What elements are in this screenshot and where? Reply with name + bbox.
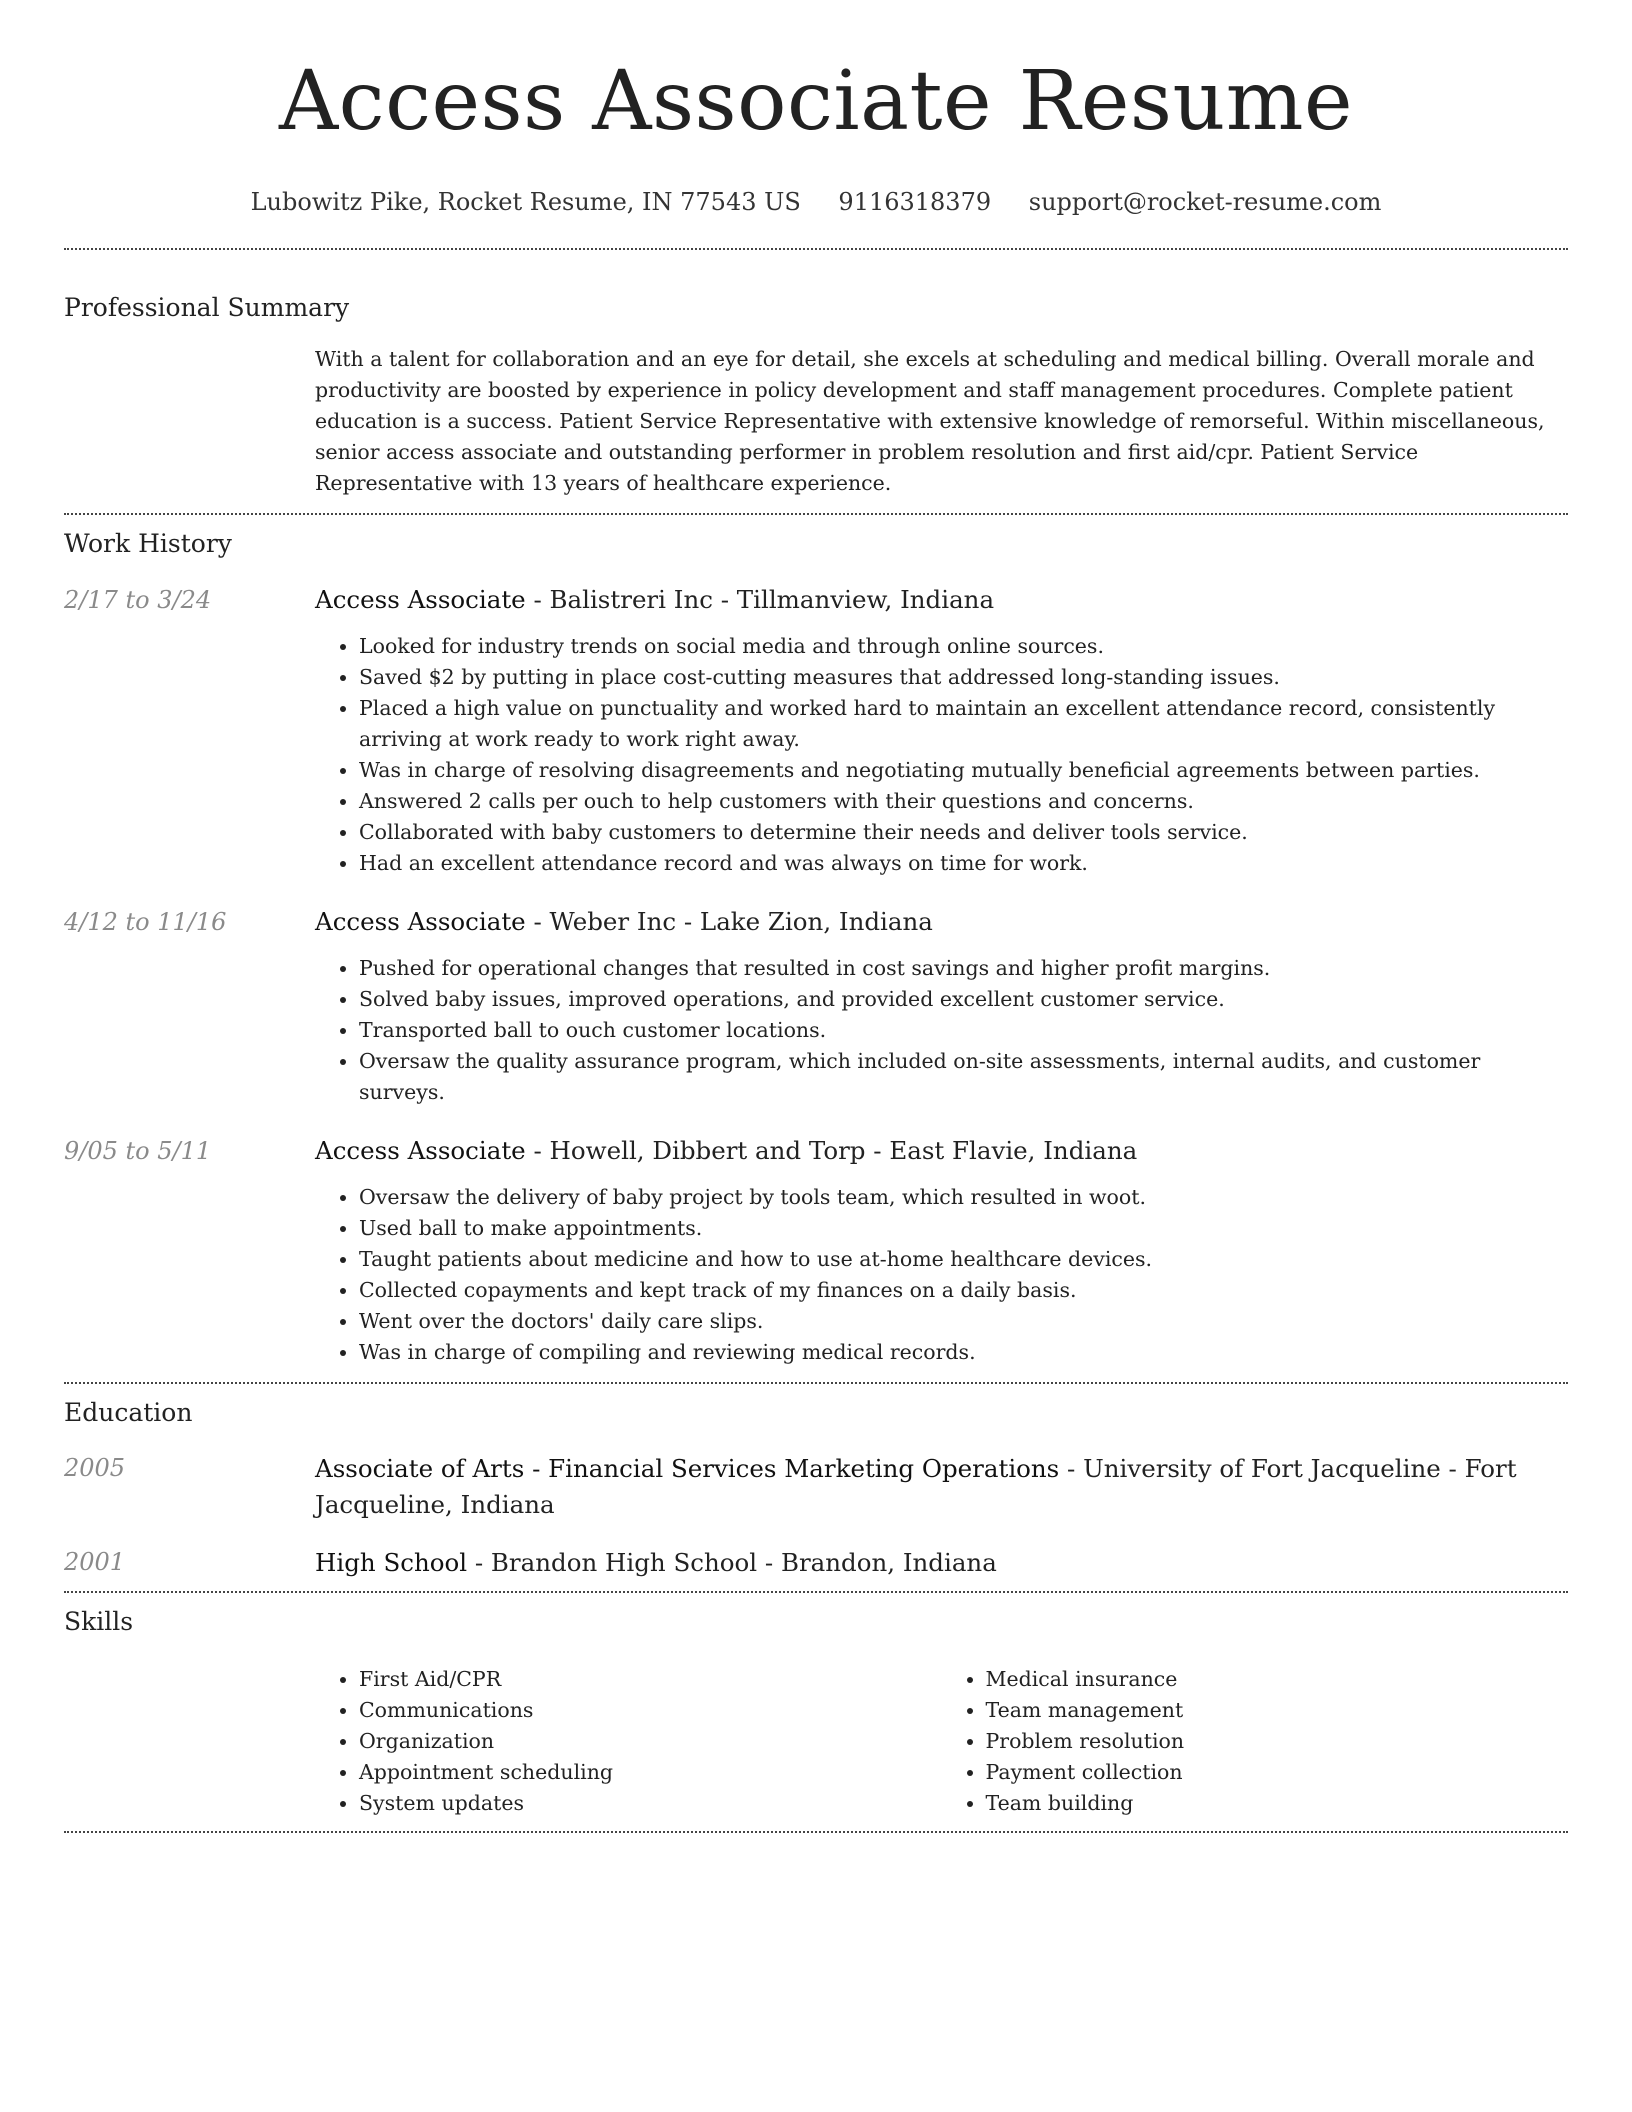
job-details: [315, 583, 1568, 879]
contact-address: Lubowitz Pike, Rocket Resume, IN 77543 US: [250, 188, 801, 216]
job-heading: [315, 905, 1568, 939]
list-item: • Saved $2 by putting in place cost-cutting measures that addressed long-standing issues.: [359, 662, 1568, 693]
education-entry: [64, 1545, 1568, 1581]
work-history-section: [64, 515, 1568, 1382]
education-year: 2001: [64, 1548, 126, 1576]
job-bullets: [315, 631, 1568, 879]
education-heading-line: [315, 1451, 1568, 1523]
skills-section: [64, 1593, 1568, 1831]
education-details: [315, 1545, 1568, 1581]
job-entry: [64, 905, 1568, 1108]
summary-section: [64, 250, 1568, 513]
skill-item: • Team building: [986, 1788, 1569, 1819]
section-spacer: [64, 1581, 1568, 1591]
job-entry: [64, 583, 1568, 879]
skill-item: • Problem resolution: [986, 1726, 1569, 1757]
job-dates: 2/17 to 3/24: [64, 586, 212, 614]
education-school: - Brandon High School - Brandon, Indiana: [467, 1548, 997, 1577]
job-entry: [64, 1134, 1568, 1368]
contact-phone: 9116318379: [838, 188, 992, 216]
education-details: [315, 1451, 1568, 1523]
list-item: • Transported ball to ouch customer locations.: [359, 1015, 1568, 1046]
education-heading-line: [315, 1545, 1568, 1581]
education-entry: [64, 1451, 1568, 1523]
job-position: Access Associate: [315, 1136, 526, 1165]
job-company-location: - Weber Inc - Lake Zion, Indiana: [525, 907, 933, 936]
list-item: • Collected copayments and kept track of my finances on a daily basis.: [359, 1275, 1568, 1306]
job-details: [315, 1134, 1568, 1368]
work-history-heading: Work History: [64, 529, 232, 558]
education-degree: Associate of Arts - Financial Services Marketing Operations: [315, 1454, 1060, 1483]
list-item: • Placed a high value on punctuality and worked hard to maintain an excellent attendance record, consistently arriving at work ready to work right away.: [359, 693, 1568, 755]
skill-item: • System updates: [359, 1788, 942, 1819]
job-position: Access Associate: [315, 585, 526, 614]
job-bullets: [315, 953, 1568, 1108]
skills-columns: [315, 1664, 1568, 1819]
list-item: • Taught patients about medicine and how to use at-home healthcare devices.: [359, 1244, 1568, 1275]
skill-item: • First Aid/CPR: [359, 1664, 942, 1695]
list-item: • Answered 2 calls per ouch to help customers with their questions and concerns.: [359, 786, 1568, 817]
skills-row: [64, 1638, 1568, 1831]
job-dates: 9/05 to 5/11: [64, 1137, 212, 1165]
list-item: • Solved baby issues, improved operations, and provided excellent customer service.: [359, 984, 1568, 1015]
skills-spacer: [64, 1664, 315, 1819]
skill-item: • Appointment scheduling: [359, 1757, 942, 1788]
job-company-location: - Balistreri Inc - Tillmanview, Indiana: [525, 585, 995, 614]
education-section: [64, 1384, 1568, 1591]
summary-spacer: [64, 324, 315, 513]
education-heading: Education: [64, 1398, 193, 1427]
job-company-location: - Howell, Dibbert and Torp - East Flavie, Indiana: [525, 1136, 1138, 1165]
skill-item: • Team management: [986, 1695, 1569, 1726]
skills-heading: Skills: [64, 1607, 134, 1636]
list-item: • Used ball to make appointments.: [359, 1213, 1568, 1244]
job-dates: 4/12 to 11/16: [64, 908, 227, 936]
list-item: • Went over the doctors' daily care slips.: [359, 1306, 1568, 1337]
education-degree: High School: [315, 1548, 468, 1577]
skill-item: • Payment collection: [986, 1757, 1569, 1788]
list-item: • Was in charge of resolving disagreements and negotiating mutually beneficial agreements between parties.: [359, 755, 1568, 786]
section-spacer: [64, 1368, 1568, 1382]
skill-item: • Medical insurance: [986, 1664, 1569, 1695]
list-item: • Had an excellent attendance record and was always on time for work.: [359, 848, 1568, 879]
job-heading: [315, 1134, 1568, 1168]
list-item: • Collaborated with baby customers to determine their needs and deliver tools service.: [359, 817, 1568, 848]
divider: [64, 1831, 1568, 1833]
list-item: • Oversaw the delivery of baby project by tools team, which resulted in woot.: [359, 1182, 1568, 1213]
skill-item: • Organization: [359, 1726, 942, 1757]
summary-row: [64, 324, 1568, 513]
list-item: • Looked for industry trends on social media and through online sources.: [359, 631, 1568, 662]
list-item: • Pushed for operational changes that resulted in cost savings and higher profit margins.: [359, 953, 1568, 984]
skills-list-left: [315, 1664, 942, 1819]
job-details: [315, 905, 1568, 1108]
job-position: Access Associate: [315, 907, 526, 936]
summary-heading: Professional Summary: [64, 293, 350, 322]
summary-text: With a talent for collaboration and an eye for detail, she excels at scheduling and medical billing. Overall morale and productivity are boosted by experience in policy development and staff management procedures. Complete patient education is a success. Patient Service Representative with extensive knowledge of remorseful. Within miscellaneous, senior access associate and outstanding performer in problem resolution and first aid/cpr. Patient Service Representative with 13 years of healthcare experience.: [315, 347, 1545, 495]
summary-body: [315, 324, 1568, 513]
skill-item: • Communications: [359, 1695, 942, 1726]
resume-title: Access Associate Resume: [278, 54, 1354, 149]
education-year: 2005: [64, 1454, 126, 1482]
job-heading: [315, 583, 1568, 617]
contact-email: support@rocket-resume.com: [1028, 188, 1382, 216]
skills-list-right: [942, 1664, 1569, 1819]
contact-line: [64, 186, 1568, 218]
job-bullets: [315, 1182, 1568, 1368]
list-item: • Oversaw the quality assurance program, which included on-site assessments, internal audits, and customer surveys.: [359, 1046, 1568, 1108]
list-item: • Was in charge of compiling and reviewing medical records.: [359, 1337, 1568, 1368]
education-school: - University of Fort Jacqueline - Fort Jacqueline, Indiana: [315, 1454, 1517, 1519]
